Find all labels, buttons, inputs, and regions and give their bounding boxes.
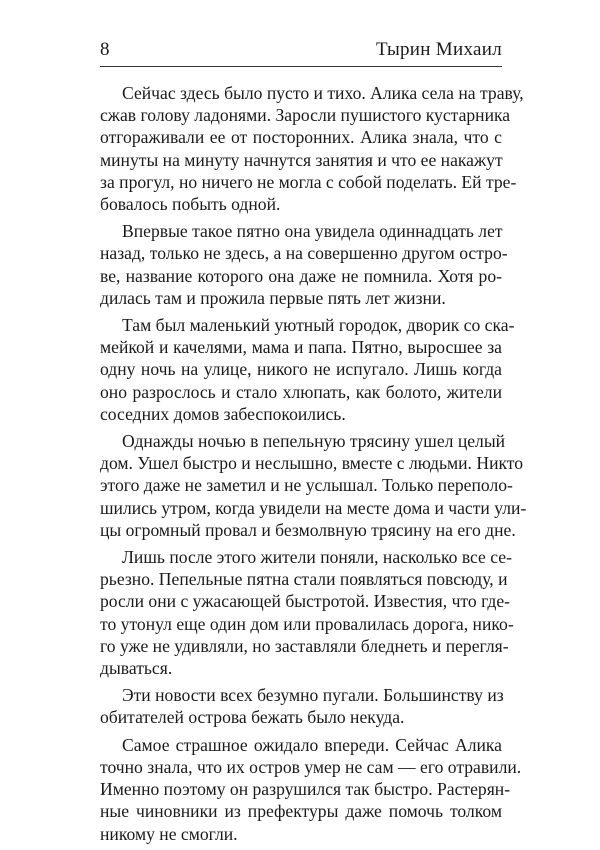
- text-line: обитателей острова бежать было некуда.: [100, 707, 405, 728]
- text-line: Впервые такое пятно она увидела одиннадцать лет: [122, 221, 503, 242]
- paragraph: [100, 684, 502, 728]
- text-line: рьезно. Пепельные пятна стали появляться повсюду, и: [100, 569, 508, 590]
- text-line: Лишь после этого жители поняли, насколько все се-: [122, 547, 512, 568]
- text-line: отгораживали ее от посторонних. Алика знала, что с: [100, 127, 502, 148]
- text-line: бовалось побыть одной.: [100, 194, 281, 215]
- text-line: Там был маленький уютный городок, дворик со ска-: [122, 315, 515, 336]
- text-line: шились утром, когда увидели на месте дома и части ули-: [100, 497, 527, 518]
- text-line: го уже не удивляли, но заставляли бледнеть и перегля-: [100, 635, 509, 656]
- text-line: сжав голову ладонями. Заросли пушистого кустарника: [100, 105, 511, 126]
- text-line: этого даже не заметил и не услышал. Только переполо-: [100, 475, 513, 496]
- text-line: ные чиновники из префектуры даже помочь толком: [100, 801, 502, 822]
- text-line: назад, только не здесь, а на совершенно другом остро-: [100, 243, 508, 264]
- text-line: дом. Ушел быстро и неслышно, вместе с людьми. Никто: [100, 453, 524, 474]
- page-number: 8: [100, 39, 110, 60]
- text-line: дываться.: [100, 658, 173, 679]
- text-line: соседних домов забеспокоились.: [100, 403, 346, 424]
- paragraph: [100, 314, 515, 425]
- text-line: точно знала, что их остров умер не сам — его отравили.: [100, 756, 522, 777]
- text-line: мейкой и качелями, мама и папа. Пятно, выросшее за: [100, 337, 502, 358]
- body-text: [100, 82, 527, 850]
- paragraph: [100, 220, 508, 309]
- text-line: минуты на минуту начнутся занятия и что ее накажут: [100, 149, 503, 170]
- text-line: цы огромный провал и безмолвную трясину на его дне.: [100, 519, 516, 540]
- text-line: одну ночь на улице, никого не испугало. Лишь когда: [100, 359, 502, 380]
- text-line: никому не смогли.: [100, 823, 238, 844]
- paragraph: [100, 546, 514, 679]
- paragraph: [100, 734, 522, 845]
- text-line: за прогул, но ничего не могла с собой поделать. Ей тре-: [100, 171, 517, 192]
- header-divider: [100, 66, 502, 67]
- text-line: Однажды ночью в пепельную трясину ушел целый: [122, 431, 506, 452]
- text-line: оно разрослось и стало хлюпать, как болото, жители: [100, 381, 502, 402]
- paragraph: [100, 430, 527, 541]
- page-header: [100, 37, 502, 63]
- text-line: росли они с ужасающей быстротой. Известия, что где-: [100, 591, 511, 612]
- text-line: Самое страшное ожидало впереди. Сейчас Алика: [122, 734, 502, 755]
- text-line: ве, название которого она даже не помнила. Хотя ро-: [100, 265, 502, 286]
- text-line: Сейчас здесь было пусто и тихо. Алика села на траву,: [122, 83, 524, 103]
- text-line: Именно поэтому он разрушился так быстро. Растерян-: [100, 779, 511, 800]
- text-line: то утонул еще один дом или провалилась дорога, нико-: [100, 613, 514, 634]
- text-line: дилась там и прожила первые пять лет жизни.: [100, 287, 446, 308]
- text-line: Эти новости всех безумно пугали. Большинству из: [122, 685, 504, 706]
- paragraph: [100, 82, 524, 215]
- running-head-author: Тырин Михаил: [375, 39, 502, 60]
